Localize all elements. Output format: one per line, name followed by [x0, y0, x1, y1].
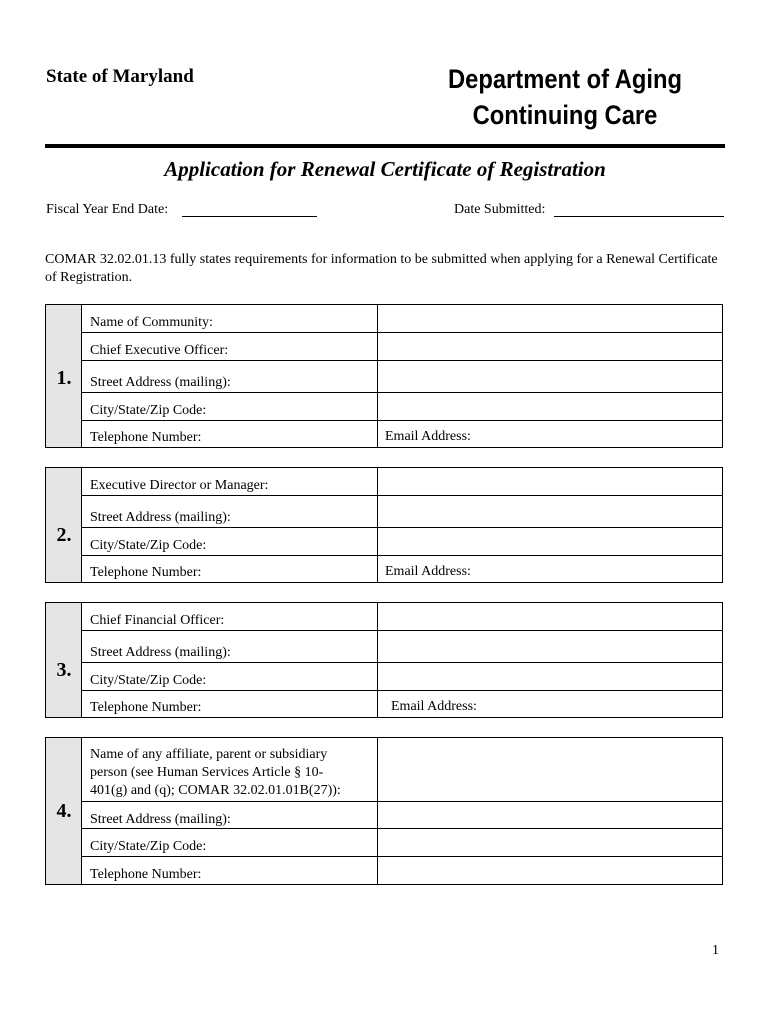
section-3: [45, 602, 723, 718]
form-row: [82, 663, 722, 691]
row-label: Telephone Number:: [90, 867, 202, 882]
section-number: 3.: [56, 659, 72, 681]
form-row: [82, 603, 722, 631]
row-label-line: Name of any affiliate, parent or subsidiary: [90, 747, 328, 762]
row-label: Executive Director or Manager:: [90, 478, 269, 493]
form-row: [82, 496, 722, 528]
row-label: City/State/Zip Code:: [90, 403, 207, 418]
fiscal-year-end-label: Fiscal Year End Date:: [46, 202, 169, 217]
department-title-line2: Continuing Care: [472, 100, 658, 130]
form-title: Application for Renewal Certificate of Registration: [164, 157, 606, 181]
row-label: Telephone Number:: [90, 700, 202, 715]
department-title-line1: Department of Aging: [447, 64, 683, 94]
row-label: Telephone Number:: [90, 565, 202, 580]
section-1: [45, 304, 723, 448]
form-row: [82, 468, 722, 496]
row-label: [90, 746, 341, 800]
form-row: [82, 802, 722, 829]
row-label: Name of Community:: [90, 315, 213, 330]
date-submitted-label: Date Submitted:: [454, 202, 546, 217]
section-4: [45, 737, 723, 885]
email-label: Email Address:: [385, 429, 471, 444]
page-number: 1: [712, 943, 719, 958]
row-label: Chief Executive Officer:: [90, 343, 229, 358]
row-label: Street Address (mailing):: [90, 645, 231, 660]
email-label: Email Address:: [391, 699, 477, 714]
section-number: 1.: [56, 367, 72, 389]
intro-text: COMAR 32.02.01.13 fully states requirements for information to be submitted when applying for a Renewal Certificate of Registration.: [45, 252, 718, 285]
row-label: City/State/Zip Code:: [90, 538, 207, 553]
form-row: [82, 691, 722, 717]
email-label: Email Address:: [385, 564, 471, 579]
form-row: [82, 393, 722, 421]
row-label: City/State/Zip Code:: [90, 839, 207, 854]
form-row: [82, 305, 722, 333]
row-label: City/State/Zip Code:: [90, 673, 207, 688]
row-label: Street Address (mailing):: [90, 510, 231, 525]
state-name: State of Maryland: [46, 66, 194, 87]
fiscal-year-end-field[interactable]: [182, 216, 317, 217]
header-rule: [45, 144, 725, 148]
form-row: [82, 631, 722, 663]
form-row: [82, 361, 722, 393]
row-label-line: 401(g) and (q); COMAR 32.02.01.01B(27)):: [90, 783, 341, 798]
form-row: [82, 857, 722, 884]
form-row: [82, 556, 722, 582]
row-label: Street Address (mailing):: [90, 375, 231, 390]
section-2: [45, 467, 723, 583]
row-label: Telephone Number:: [90, 430, 202, 445]
row-label-line: person (see Human Services Article § 10-: [90, 765, 324, 780]
form-row: [82, 738, 722, 802]
section-number: 4.: [56, 800, 72, 822]
date-submitted-field[interactable]: [554, 216, 724, 217]
form-row: [82, 829, 722, 857]
row-label: Street Address (mailing):: [90, 812, 231, 827]
form-row: [82, 528, 722, 556]
row-label: Chief Financial Officer:: [90, 613, 225, 628]
form-row: [82, 333, 722, 361]
form-row: [82, 421, 722, 447]
section-number: 2.: [56, 524, 72, 546]
